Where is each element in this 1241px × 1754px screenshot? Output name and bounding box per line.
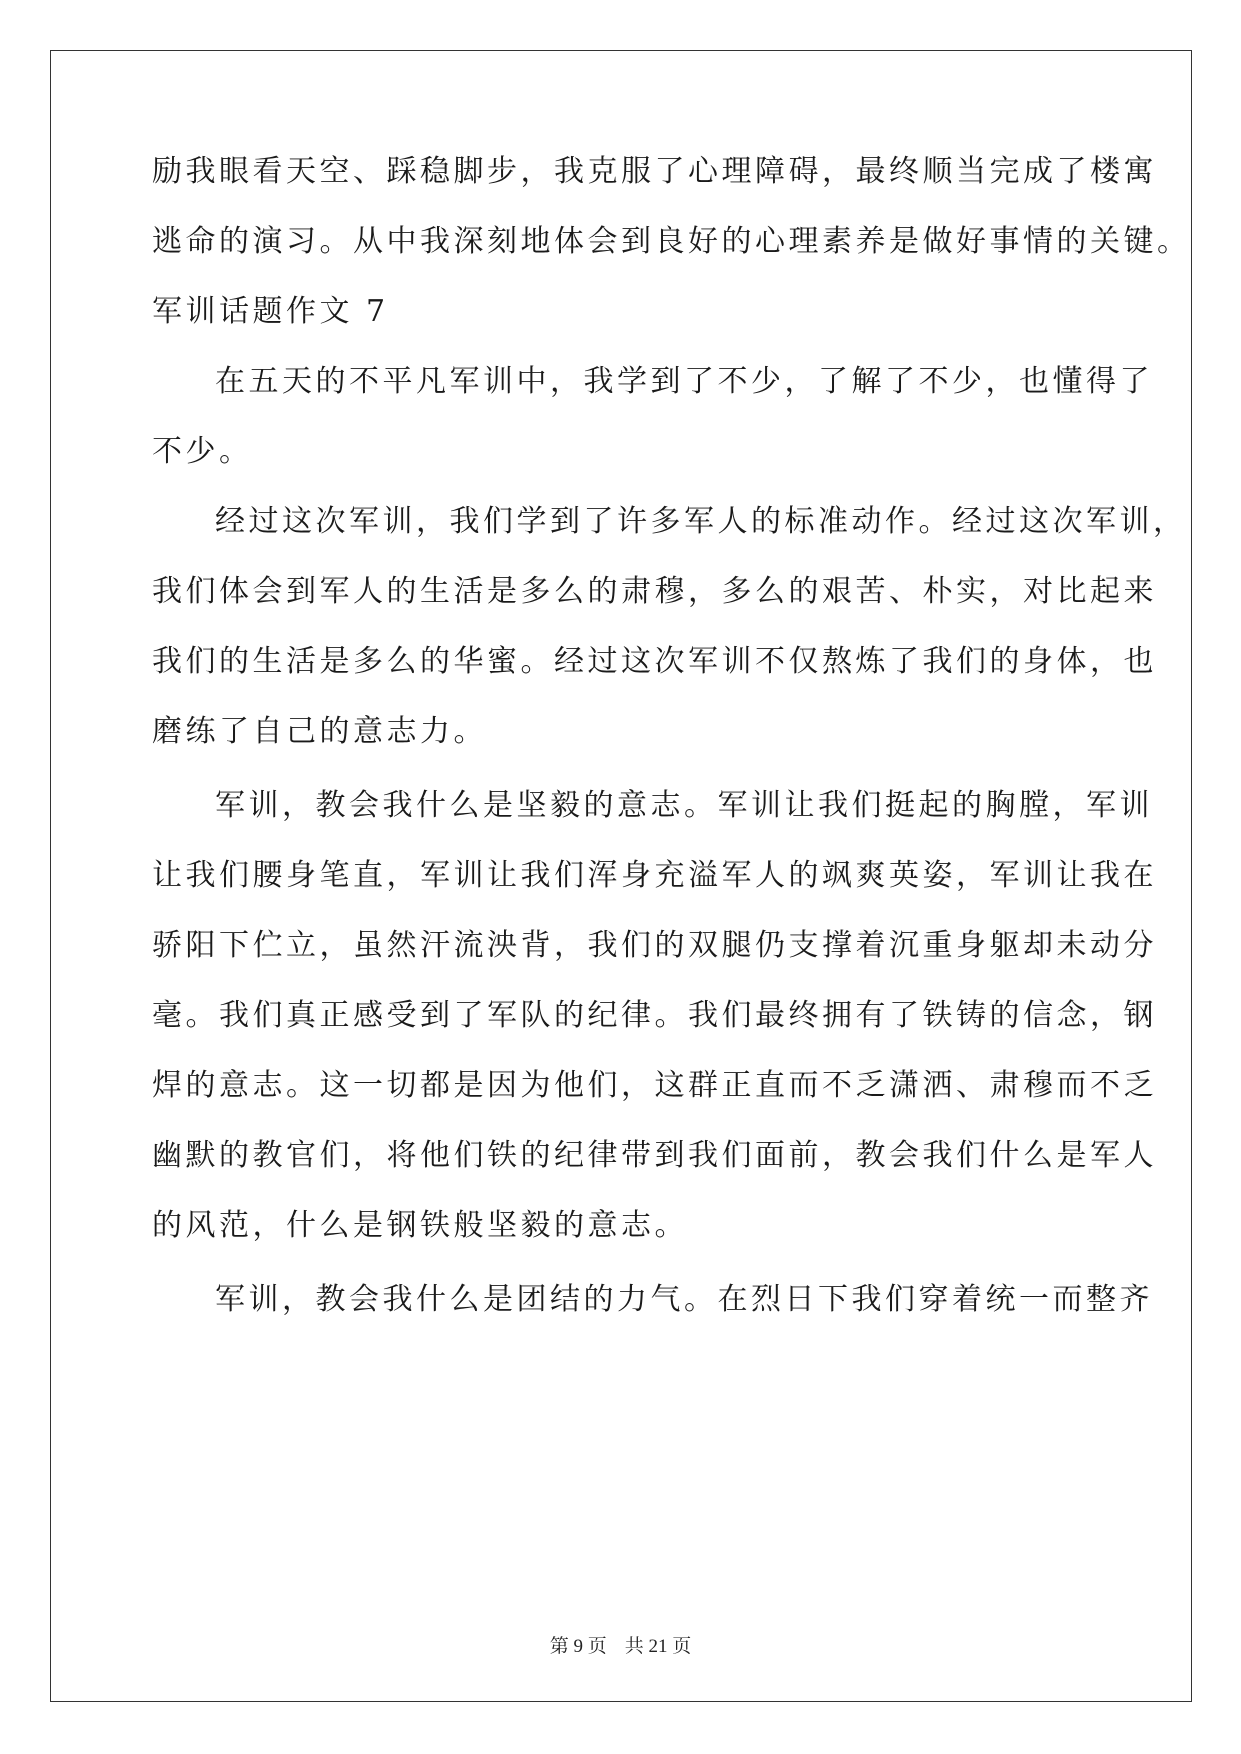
paragraph-3-line-2: 让我们腰身笔直，军训让我们浑身充溢军人的飒爽英姿，军训让我在 bbox=[152, 858, 1157, 893]
paragraph-2-line-2: 我们体会到军人的生活是多么的肃穆，多么的艰苦、朴实，对比起来 bbox=[152, 574, 1157, 609]
text-line-1: 励我眼看天空、踩稳脚步，我克服了心理障碍，最终顺当完成了楼寓 bbox=[152, 154, 1157, 189]
paragraph-3-line-1: 军训，教会我什么是坚毅的意志。军训让我们挺起的胸膛，军训 bbox=[215, 788, 1153, 823]
page-number: 第 9 页 bbox=[549, 1636, 607, 1657]
paragraph-4-line-1: 军训，教会我什么是团结的力气。在烈日下我们穿着统一而整齐 bbox=[215, 1282, 1153, 1317]
page-footer bbox=[0, 1635, 1241, 1659]
paragraph-3-line-5: 焊的意志。这一切都是因为他们，这群正直而不乏潇洒、肃穆而不乏 bbox=[152, 1068, 1157, 1103]
page-total: 共 21 页 bbox=[624, 1636, 692, 1657]
section-heading: 军训话题作文 7 bbox=[152, 294, 389, 329]
paragraph-3-line-7: 的风范，什么是钢铁般坚毅的意志。 bbox=[152, 1208, 688, 1243]
text-line-2: 逃命的演习。从中我深刻地体会到良好的心理素养是做好事情的关键。 bbox=[152, 224, 1191, 259]
paragraph-1-line-1: 在五天的不平凡军训中，我学到了不少，了解了不少，也懂得了 bbox=[215, 364, 1153, 399]
paragraph-2-line-3: 我们的生活是多么的华蜜。经过这次军训不仅熬炼了我们的身体，也 bbox=[152, 644, 1157, 679]
paragraph-1-line-2: 不少。 bbox=[152, 434, 253, 469]
paragraph-2-line-1: 经过这次军训，我们学到了许多军人的标准动作。经过这次军训， bbox=[215, 504, 1187, 539]
paragraph-3-line-6: 幽默的教官们，将他们铁的纪律带到我们面前，教会我们什么是军人 bbox=[152, 1138, 1157, 1173]
paragraph-3-line-3: 骄阳下伫立，虽然汗流泱背，我们的双腿仍支撑着沉重身躯却未动分 bbox=[152, 928, 1157, 963]
paragraph-2-line-4: 磨练了自己的意志力。 bbox=[152, 714, 487, 749]
paragraph-3-line-4: 毫。我们真正感受到了军队的纪律。我们最终拥有了铁铸的信念，钢 bbox=[152, 998, 1157, 1033]
